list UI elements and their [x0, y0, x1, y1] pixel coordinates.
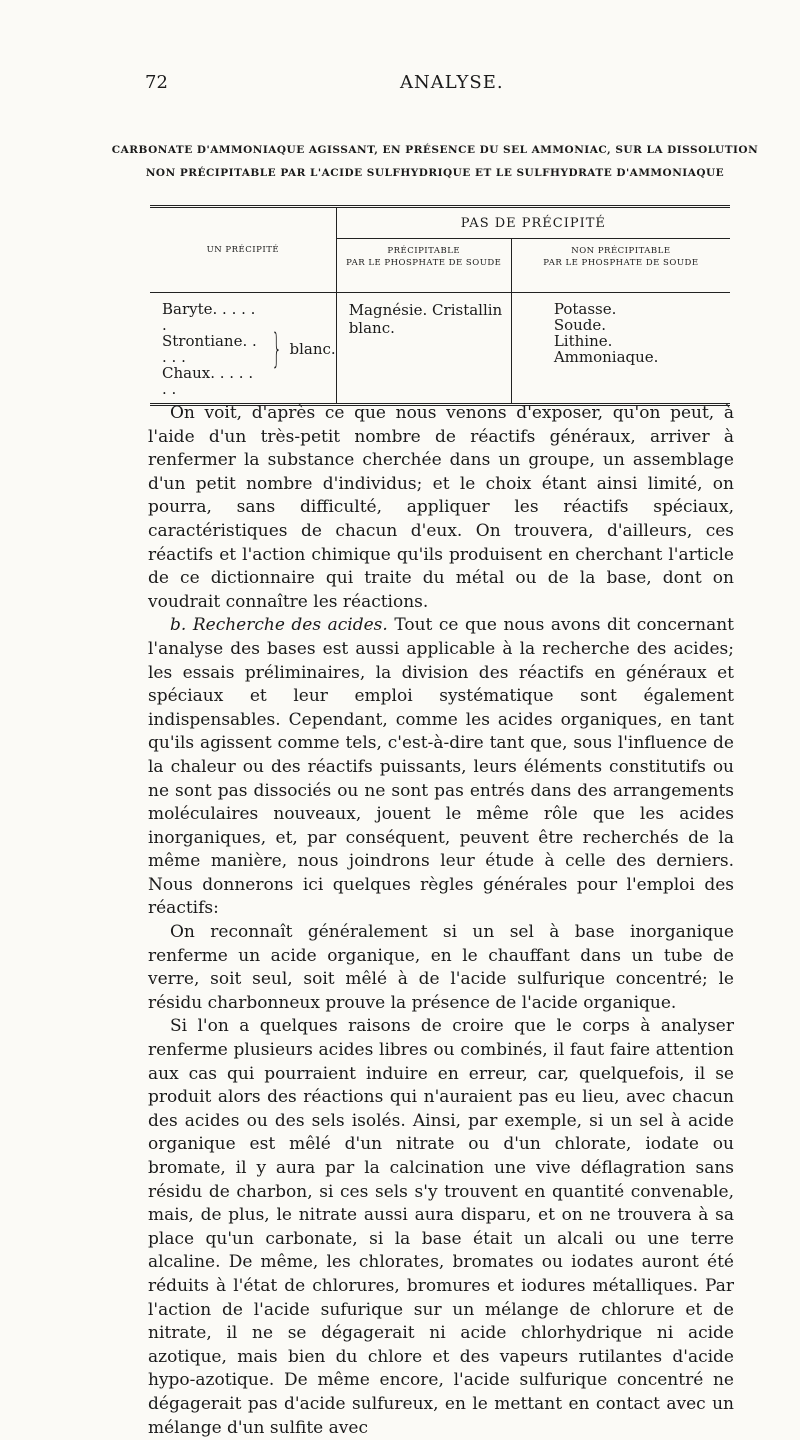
header-precipitable [336, 239, 511, 293]
header-non-precipitable-line-2: PAR LE PHOSPHATE DE SOUDE [543, 258, 699, 268]
paragraph-recherche-acides [148, 614, 734, 921]
group-3-item: Ammoniaque. [553, 348, 659, 366]
page-header [0, 70, 800, 96]
page-number: 72 [145, 72, 168, 93]
group-3-item: Lithine. [553, 332, 613, 350]
paragraph: On voit, d'après ce que nous venons d'exposer, qu'on peut, à l'aide d'un très-petit nombre de réactifs généraux, arriver à renfermer la substance cherchée dans un groupe, un assemblage d'un petit nombre d'individus; et le choix étant ainsi limité, on pourra, sans difficulté, appliquer les réactifs spéciaux, caractéristiques de chacun d'eux. On trouvera, d'ailleurs, ces réactifs et l'action chimique qu'ils produisent en cherchant l'article de ce dictionnaire qui traite du métal ou de la base, dont on voudrait connaître les réactions. [148, 403, 734, 612]
group-3-item: Potasse. [553, 300, 617, 318]
header-precipitable-line-1: PRÉCIPITABLE [387, 246, 461, 256]
group-1-item: Baryte. . . . . . [162, 300, 256, 334]
reagent-table [150, 205, 730, 406]
header-un-precipite: UN PRÉCIPITÉ [150, 207, 336, 293]
header-non-precipitable [511, 239, 730, 293]
section-label: b. [170, 615, 187, 636]
running-title: ANALYSE. [400, 72, 504, 93]
brace-glyph: } [271, 326, 282, 372]
body-text [148, 402, 734, 1440]
header-non-precipitable-line-1: NON PRÉCIPITABLE [571, 246, 671, 256]
cell-group-3 [511, 293, 730, 405]
header-pas-de-precipite: PAS DE PRÉCIPITÉ [336, 207, 730, 239]
group-2-item: Magnésie. Cristallin blanc. [348, 301, 503, 337]
group-1-names [150, 301, 260, 397]
group-1-result: blanc. [289, 340, 336, 358]
group-3-item: Soude. [553, 316, 607, 334]
paragraph: On reconnaît généralement si un sel à base inorganique renferme un acide organique, en le chauffant dans un tube de verre, soit seul, soit mêlé à de l'acide sulfurique concentré; le résidu charbonneux prouve la présence de l'acide organique. [148, 922, 734, 1013]
cell-group-1 [150, 293, 336, 405]
paragraph: Si l'on a quelques raisons de croire que le corps à analyser renferme plusieurs acides libres ou combinés, il faut faire attention aux cas qui pourraient induire en erreur, car, quelquefois, il se produit alors des réactions qui n'auraient pas eu lieu, avec chacun des acides ou des sels isolés. Ainsi, par exemple, si un sel à acide organique est mêlé d'un nitrate ou d'un chlorate, iodate ou bromate, il y aura par la calcination une vive déflagration sans résidu de charbon, si ces sels s'y trouvent en quantité convenable, mais, de plus, le nitrate aussi aura disparu, et on ne trouvera à sa place qu'un carbonate, si la base était un alcali ou une terre alcaline. De même, les chlorates, bromates ou iodates auront été réduits à l'état de chlorures, bromures et iodures métalliques. Par l'action de l'acide sufurique sur un mélange de chlorure et de nitrate, il ne se dégagerait ni acide chlorhydrique ni acide azotique, mais bien du chlore et des vapeurs rutilantes d'acide hypo-azotique. De même encore, l'acide sulfurique concentré ne dégagerait pas d'acide sulfureux, en le mettant en contact avec un mélange d'un sulfite avec [148, 1016, 734, 1438]
cell-group-2 [336, 293, 511, 405]
table-caption-line-2: NON PRÉCIPITABLE PAR L'ACIDE SULFHYDRIQUE ET LE SULFHYDRATE D'AMMONIAQUE [145, 167, 725, 179]
header-precipitable-line-2: PAR LE PHOSPHATE DE SOUDE [346, 258, 502, 268]
group-1-item: Strontiane. . . . . [162, 332, 257, 366]
paragraph-text: Tout ce que nous avons dit concernant l'analyse des bases est aussi applicable à la recherche des acides; les essais préliminaires, la division des réactifs en généraux et spéciaux et leur emploi systématique sont également indispensables. Cependant, comme les acides organiques, en tant qu'ils agissent comme tels, c'est-à-dire tant que, sous l'influence de la chaleur ou des réactifs puissants, leurs éléments constitutifs ou ne sont pas dissociés ou ne sont pas entrés dans des arrangements moléculaires nouveaux, jouent le même rôle que les acides inorganiques, et, par conséquent, peuvent être recherchés de la même manière, nous joindrons leur étude à celle des derniers. Nous donnerons ici quelques règles générales pour l'emploi des réactifs: [148, 615, 735, 919]
section-title: Recherche des acides. [192, 615, 388, 636]
group-1-item: Chaux. . . . . . . [162, 364, 254, 398]
table-caption-line-1: CARBONATE D'AMMONIAQUE AGISSANT, EN PRÉSENCE DU SEL AMMONIAC, SUR LA DISSOLUTION [111, 144, 759, 156]
